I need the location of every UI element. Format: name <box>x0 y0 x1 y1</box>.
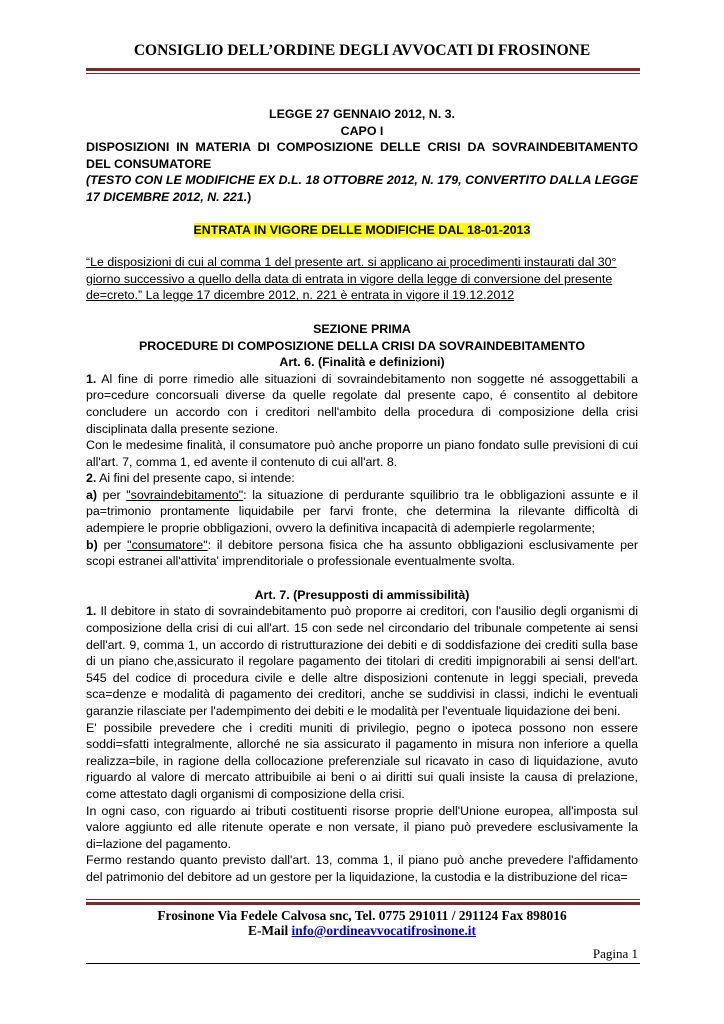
effective-date-line <box>86 222 638 239</box>
art6-p1-number: 1. <box>86 371 97 386</box>
def-a-text: : la situazione di perdurante squilibrio tra le obbligazioni assunte e il pa=trimonio prontamente liquidabile per farvi fronte, che determina la rilevante difficoltà di adempiere le proprie obbligazioni, ovvero la definitiva incapacità di adempierle regolarmente; <box>86 487 638 536</box>
footer-address: Frosinone Via Fedele Calvosa snc, Tel. 0775 291011 / 291124 Fax 898016 <box>157 908 567 923</box>
art7-title: Art. 7. (Presupposti di ammissibilità) <box>254 587 470 602</box>
footer-email-link[interactable]: info@ordineavvocatifrosinone.it <box>291 923 476 938</box>
law-title: LEGGE 27 GENNAIO 2012, N. 3. <box>269 107 455 121</box>
amendment-note-close: ) <box>247 189 252 204</box>
art7-p1-number: 1. <box>86 604 97 619</box>
def-b-label: b) <box>86 537 98 552</box>
def-a-label: a) <box>86 487 98 502</box>
art6-title: Art. 6. (Finalità e definizioni) <box>279 355 445 370</box>
entry-into-force-quote: “Le disposizioni di cui al comma 1 del presente art. si applicano ai procedimenti instaurati dal 30° giorno successivo a quello della data di entrata in vigore della legge di conversione del presente de=creto.” La legge 17 dicembre 2012, n. 221 è entrata in vigore il 19.12.2012 <box>86 255 617 303</box>
document-body <box>86 106 638 886</box>
art6-definition-a <box>86 487 638 537</box>
def-b-text: : il debitore persona fisica che ha assunto obbligazioni esclusivamente per scopi estranei all'attivita' imprenditoriale o professionale eventualmente svolta. <box>86 537 638 569</box>
page-number: Pagina 1 <box>592 946 638 961</box>
subject-title: DISPOSIZIONI IN MATERIA DI COMPOSIZIONE DELLE CRISI DA SOVRAINDEBITAMENTO DEL CONSUMATORE <box>86 140 638 171</box>
amendment-note-text: (TESTO CON LE MODIFICHE EX D.L. 18 OTTOBRE 2012, N. 179, CONVERTITO DALLA LEGGE 17 DICEMBRE 2012, N. 221. <box>86 173 638 204</box>
amendment-note <box>86 172 638 205</box>
art7-p1-text: Il debitore in stato di sovraindebitamento può proporre ai creditori, con l'ausilio degli organismi di composizione della crisi di cui all'art. 15 con sede nel circondario del tribunale competente ai sensi dell'art. 9, comma 1, un accordo di ristrutturazione dei debiti e di soddisfazione dei crediti sulla base di un piano che,assicurato il regolare pagamento dei titolari di crediti impignorabili ai sensi dell'art. 545 del codice di procedura civile e delle altre disposizioni contenute in leggi speciali, preveda sca=denze e modalità di pagamento dei creditori, anche se suddivisi in classi, indichi le eventuali garanzie rilasciate per l'adempimento dei debiti e le modalità per l'eventuale liquidazione dei beni. <box>86 604 638 718</box>
header-rule-thin <box>86 73 640 74</box>
art7-paragraph-4: Fermo restando quanto previsto dall'art. 13, comma 1, il piano può anche prevedere l'affidamento del patrimonio del debitore ad un gestore per la liquidazione, la custodia e la distribuzione del rica= <box>86 853 638 884</box>
art6-paragraph-1 <box>86 371 638 437</box>
def-b-term: "consumatore" <box>127 537 208 552</box>
art7-paragraph-3: In ogni caso, con riguardo ai tributi costituenti risorse proprie dell'Unione europea, all'imposta sul valore aggiunto ed alle ritenute operate e non versate, il piano può prevedere esclusivamente la di=lazione del pagamento. <box>86 803 638 851</box>
footer-rule-thick <box>86 902 640 905</box>
def-b-pre: per <box>97 537 128 552</box>
chapter-title: CAPO I <box>340 123 384 138</box>
page-header-title: CONSIGLIO DELL’ORDINE DEGLI AVVOCATI DI FROSINONE <box>133 42 591 59</box>
page-number-rule <box>86 963 640 964</box>
effective-date-highlight: ENTRATA IN VIGORE DELLE MODIFICHE DAL 18-01-2013 <box>193 222 531 237</box>
header-rule-thick <box>86 68 640 71</box>
footer-email-line <box>0 923 724 938</box>
art6-p3-text: Ai fini del presente capo, si intende: <box>96 471 295 486</box>
def-a-pre: per <box>97 487 127 502</box>
page-footer <box>0 908 724 938</box>
footer-email-label: E-Mail <box>248 923 292 938</box>
art7-paragraph-2: E' possibile prevedere che i crediti muniti di privilegio, pegno o ipoteca possono non essere soddi=sfatti integralmente, allorché ne sia assicurato il pagamento in misura non inferiore a quella realizza=bile, in ragione della collocazione preferenziale sul ricavato in caso di liquidazione, avuto riguardo al valore di mercato attribuibile ai beni o ai diritti sui quali insiste la causa di prelazione, come attestato dagli organismi di composizione della crisi. <box>86 720 638 801</box>
art6-p1-text: Al fine di porre rimedio alle situazioni di sovraindebitamento non soggette né assoggettabili a pro=cedure concorsuali diverse da quelle regolate dal presente capo, é consentito al debitore concludere un accordo con i creditori nell'ambito della procedura di composizione della crisi disciplinata dalla presente sezione. <box>86 371 638 436</box>
art6-definition-b <box>86 537 638 570</box>
def-a-term: "sovraindebitamento" <box>126 487 244 502</box>
art7-paragraph-1 <box>86 603 638 719</box>
art6-paragraph-3 <box>86 470 638 487</box>
art6-paragraph-2: Con le medesime finalità, il consumatore può anche proporre un piano fondato sulle previsioni di cui all'art. 7, comma 1, ed avente il contenuto di cui all'art. 8. <box>86 438 638 469</box>
art6-p3-number: 2. <box>86 471 97 486</box>
section-subtitle: PROCEDURE DI COMPOSIZIONE DELLA CRISI DA SOVRAINDEBITAMENTO <box>138 338 586 353</box>
section-title: SEZIONE PRIMA <box>313 321 411 336</box>
footer-rule-thin <box>86 899 640 900</box>
